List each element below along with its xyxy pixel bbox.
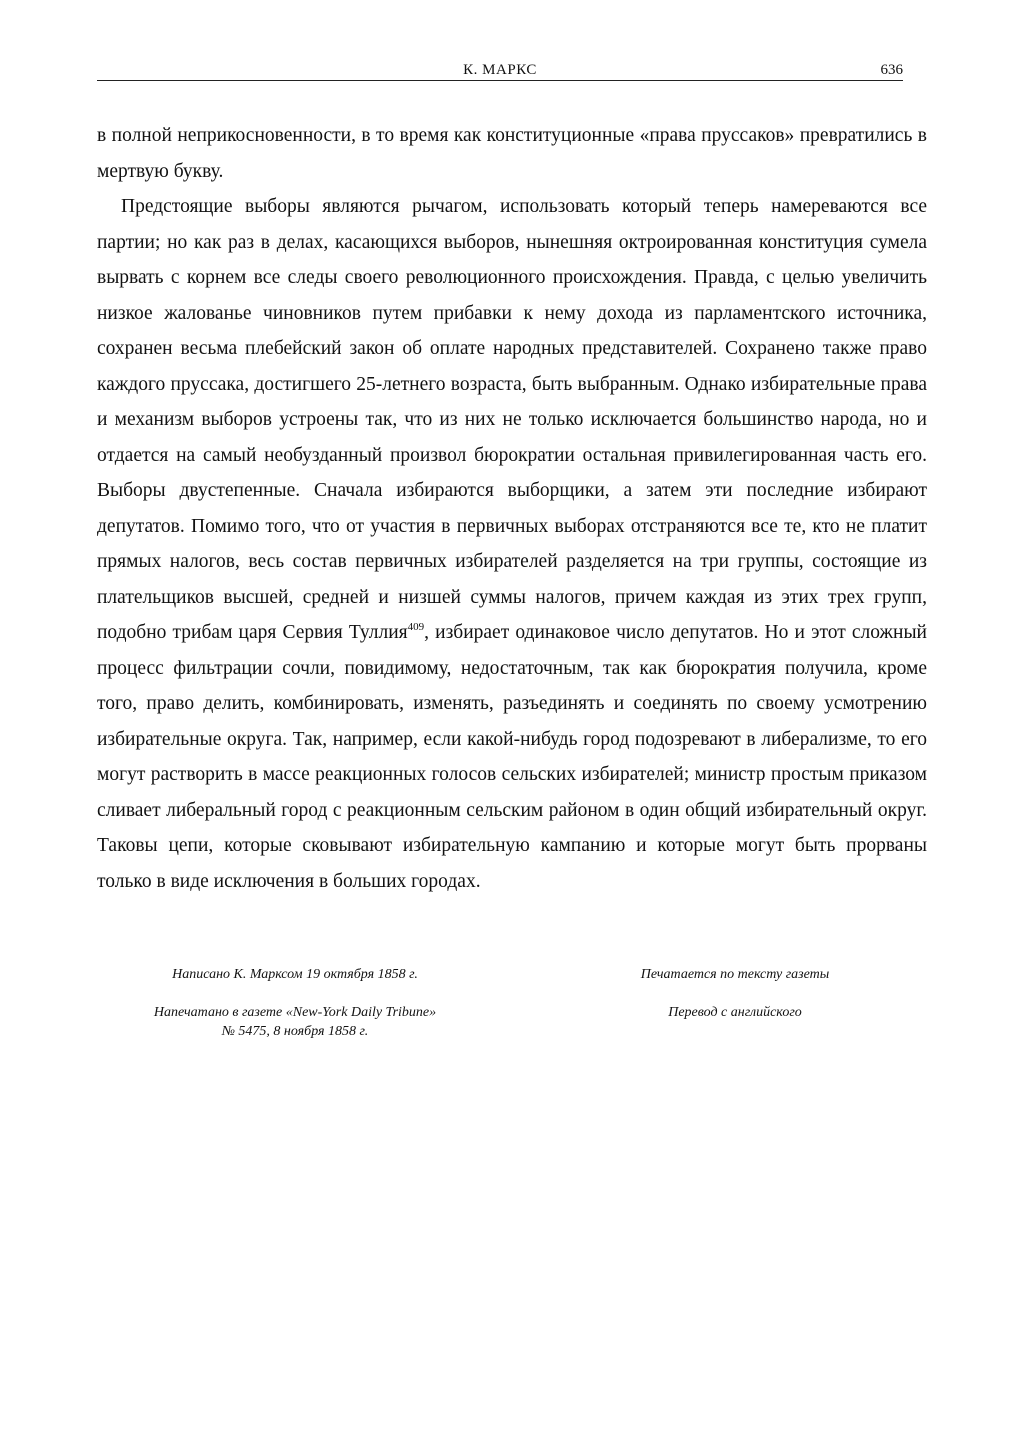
paragraph-2-text-end: , избирает одинаковое число депутатов. Но и этот сложный процесс фильтрации сочли, повидимому, недостаточным, так как бюрократия получила, кроме того, право делить, комбинировать, изменять, разъединять и соединять по своему усмотрению избирательные округа. Так, например, если какой-нибудь город подозревают в либерализме, то его могут растворить в массе реакционных голосов сельских избирателей; министр простым приказом сливает либеральный город с реакционным сельским районом в один общий избирательный округ. Таковы цепи, которые сковывают избирательную кампанию и которые могут быть прорваны только в виде исключения в больших городах. [97,622,927,892]
colophon-printed-line2: № 5475, 8 ноября 1858 г. [221,1024,369,1039]
header-author: К. МАРКС [463,62,537,78]
paragraph-2-text-start: Предстоящие выборы являются рычагом, использовать который теперь намереваются все партии; но как раз в делах, касающихся выборов, нынешняя октроированная конституция сумела вырвать с корнем все следы своего революционного происхождения. Правда, с целью увеличить низкое жалованье чиновников путем прибавки к нему дохода из парламентского источника, сохранен весьма плебейский закон об оплате народных представителей. Сохранено также право каждого пруссака, достигшего 25-летнего возраста, быть выбранным. Однако избирательные права и механизм выборов устроены так, что из них не только исключается большинство народа, но и отдается на самый необузданный произвол бюрократии остальная привилегированная часть его. Выборы двустепенные. Сначала избираются выборщики, а затем эти последние избирают депутатов. Помимо того, что от участия в первичных выборах отстраняются все те, кто не платит прямых налогов, весь состав первичных избирателей разделяется на три группы, состоящие из плательщиков высшей, средней и низшей суммы налогов, причем каждая из этих трех групп, подобно трибам царя Сервия Туллия [97,196,927,643]
colophon-right [560,965,910,1022]
page-number: 636 [880,62,903,78]
colophon-source: Печатается по тексту газеты [640,967,830,982]
colophon-written: Написано К. Марксом 19 октября 1858 г. [172,967,418,982]
colophon-left [110,965,480,1041]
colophon-printed-line1: Напечатано в газете «New-York Daily Tribune» [153,1005,437,1020]
body-text [97,118,927,899]
running-header [97,60,903,81]
paragraph-1 [97,118,927,189]
colophon-translation: Перевод с английского [668,1005,802,1020]
paragraph-1-text: в полной неприкосновенности, в то время как конституционные «права пруссаков» превратились в мертвую букву. [97,125,927,182]
endnote-reference[interactable]: 409 [407,621,425,633]
paragraph-2 [97,189,927,899]
